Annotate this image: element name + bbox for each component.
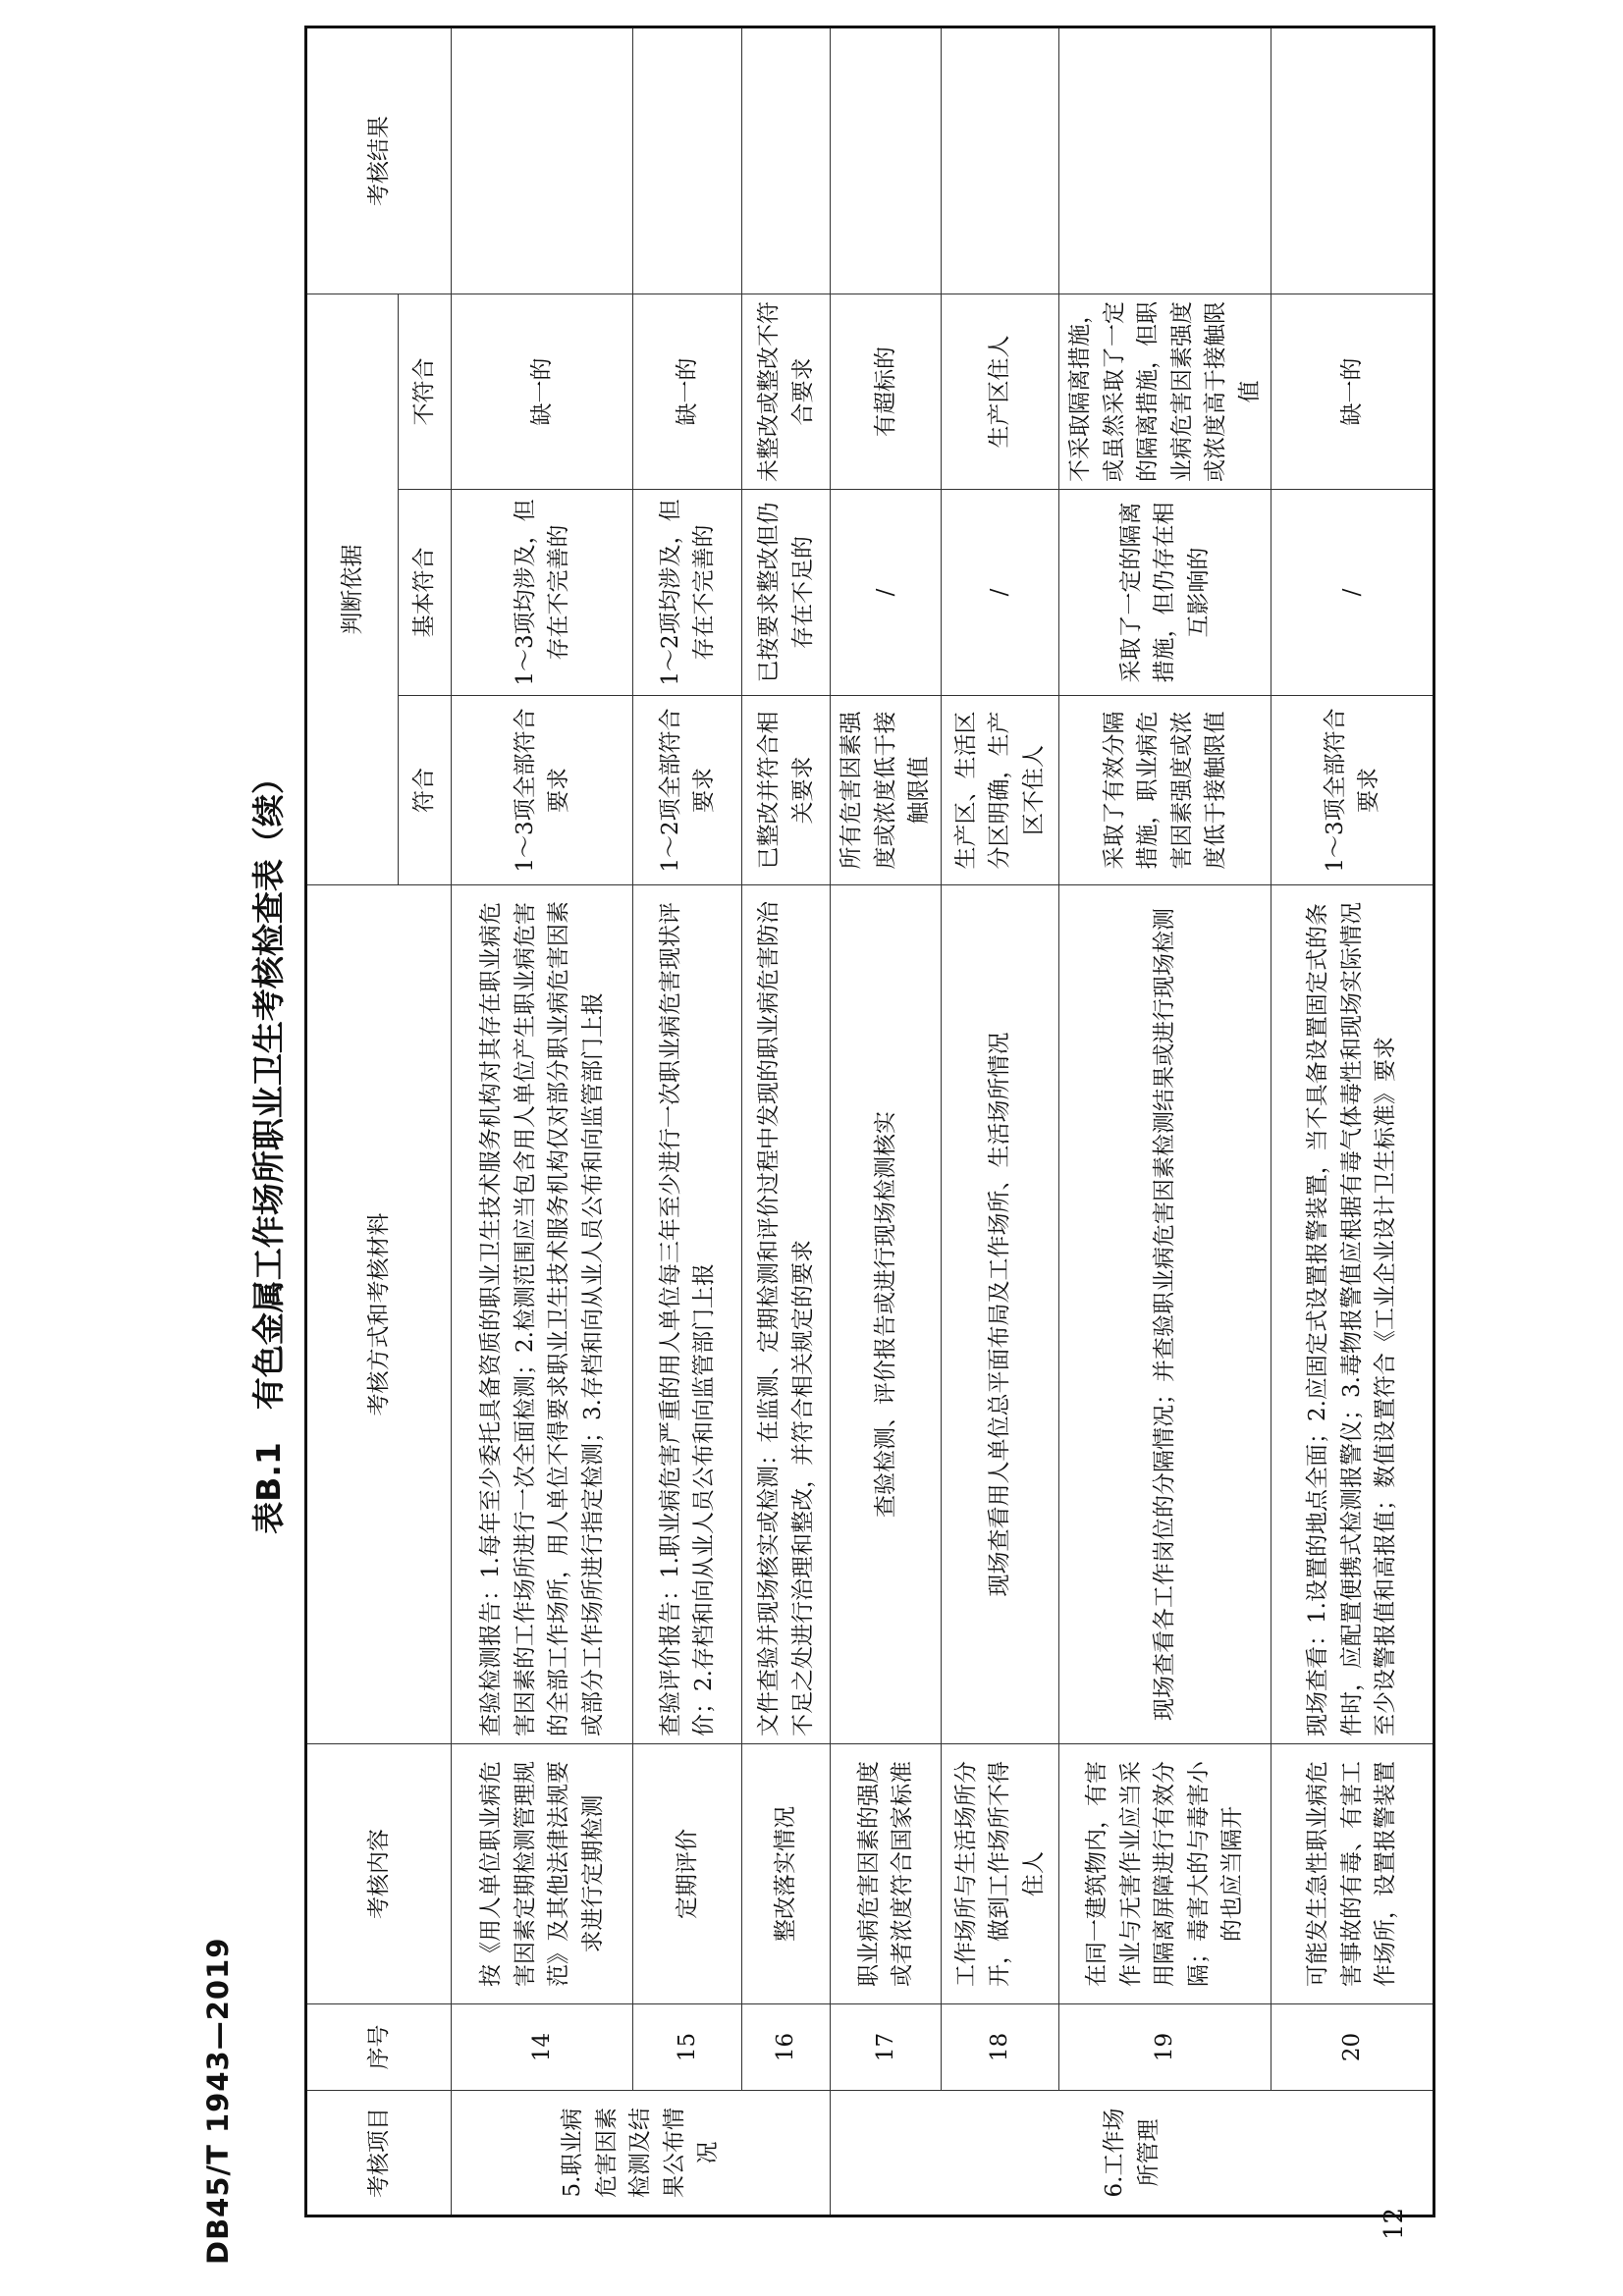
header-result: 考核结果 [306, 27, 452, 294]
header-content: 考核内容 [306, 1744, 452, 2004]
row-method: 文件查验并现场核实或检测：在监测、定期检测和评价过程中发现的职业病危害防治不足之处进行治理和整改，并符合相关规定的要求 [742, 885, 831, 1744]
header-basic: 基本符合 [399, 490, 452, 696]
row-num: 19 [1059, 2004, 1271, 2091]
page-number: 12 [1380, 2207, 1409, 2240]
row-result [1059, 27, 1271, 294]
row-num: 20 [1271, 2004, 1434, 2091]
table-title: 表B.1 有色金属工作场所职业卫生考核检查表（续） [249, 762, 288, 1534]
row-content: 在同一建筑物内，有害作业与无害作业应当采用隔离屏障进行有效分隔；毒害大的与毒害小的也应当隔开 [1059, 1744, 1271, 2004]
row-content: 职业病危害因素的强度或者浓度符合国家标准 [831, 1744, 942, 2004]
row-num: 18 [942, 2004, 1059, 2091]
row-method: 现场查看：1.设置的地点全面；2.应固定式设置报警装置，当不具备设置固定式的条件时，应配置便携式检测报警仪；3.毒物报警值应根据有毒气体毒性和现场实际情况至少设警报值和高报值；数值设置符合《工业企业设计卫生标准》要求 [1271, 885, 1434, 1744]
row-result [633, 27, 742, 294]
row-content: 工作场所与生活场所分开，做到工作场所不得住人 [942, 1744, 1059, 2004]
row-result [452, 27, 633, 294]
row-notmeet: 有超标的 [831, 294, 942, 489]
header-method: 考核方式和考核材料 [306, 885, 452, 1744]
row-notmeet: 缺一的 [633, 294, 742, 489]
row-method: 查验评价报告：1.职业病危害严重的用人单位每三年至少进行一次职业病危害现状评价；2.存档和向从业人员公布和向监管部门上报 [633, 885, 742, 1744]
document-code: DB45/T 1943—2019 [201, 1937, 235, 2265]
group-cell: 5.职业病危害因素检测及结果公布情况 [452, 2091, 831, 2216]
row-method: 查验检测报告：1.每年至少委托具备资质的职业卫生技术服务机构对其存在职业病危害因素的工作场所进行一次全面检测；2.检测范围应当包含用人单位产生职业病危害的全部工作场所，用人单位不得要求职业卫生技术服务机构仅对部分职业病危害因素或部分工作场所进行指定检测；3.存档和向从业人员公布和向监管部门上报 [452, 885, 633, 1744]
row-notmeet: 缺一的 [1271, 294, 1434, 489]
row-notmeet: 缺一的 [452, 294, 633, 489]
header-num: 序号 [306, 2004, 452, 2091]
header-meet: 符合 [399, 696, 452, 885]
header-basis: 判断依据 [306, 294, 399, 884]
row-notmeet: 生产区住人 [942, 294, 1059, 489]
row-method: 现场查看各工作岗位的分隔情况；并查验职业病危害因素检测结果或进行现场检测 [1059, 885, 1271, 1744]
row-meet: 生产区、生活区分区明确，生产区不住人 [942, 696, 1059, 885]
table-row [742, 27, 831, 2216]
header-item: 考核项目 [306, 2091, 452, 2216]
inspection-table [304, 26, 1435, 2217]
row-basic: 1～3项均涉及，但存在不完善的 [452, 490, 633, 696]
table-row [633, 27, 742, 2216]
row-meet: 1～3项全部符合要求 [452, 696, 633, 885]
row-num: 16 [742, 2004, 831, 2091]
row-result [742, 27, 831, 294]
row-basic: / [942, 490, 1059, 696]
row-notmeet: 未整改或整改不符合要求 [742, 294, 831, 489]
table-row [452, 27, 633, 2216]
row-content: 可能发生急性职业病危害事故的有毒、有害工作场所，设置报警装置 [1271, 1744, 1434, 2004]
group-cell: 6.工作场所管理 [831, 2091, 1434, 2216]
row-result [831, 27, 942, 294]
row-meet: 已整改并符合相关要求 [742, 696, 831, 885]
row-num: 14 [452, 2004, 633, 2091]
row-content: 定期评价 [633, 1744, 742, 2004]
row-result [1271, 27, 1434, 294]
row-num: 15 [633, 2004, 742, 2091]
table-row [831, 27, 942, 2216]
row-basic: 已按要求整改但仍存在不足的 [742, 490, 831, 696]
row-basic: 采取了一定的隔离措施，但仍存在相互影响的 [1059, 490, 1271, 696]
row-content: 按《用人单位职业病危害因素定期检测管理规范》及其他法律法规要求进行定期检测 [452, 1744, 633, 2004]
row-notmeet: 不采取隔离措施，或虽然采取了一定的隔离措施，但职业病危害因素强度或浓度高于接触限值 [1059, 294, 1271, 489]
row-method: 查验检测、评价报告或进行现场检测核实 [831, 885, 942, 1744]
table-row [1059, 27, 1271, 2216]
table-row [1271, 27, 1434, 2216]
row-basic: / [831, 490, 942, 696]
row-basic: / [1271, 490, 1434, 696]
row-method: 现场查看用人单位总平面布局及工作场所、生活场所情况 [942, 885, 1059, 1744]
row-meet: 1～2项全部符合要求 [633, 696, 742, 885]
row-content: 整改落实情况 [742, 1744, 831, 2004]
row-meet: 采取了有效分隔措施，职业病危害因素强度或浓度低于接触限值 [1059, 696, 1271, 885]
row-meet: 所有危害因素强度或浓度低于接触限值 [831, 696, 942, 885]
header-notmeet: 不符合 [399, 294, 452, 489]
row-num: 17 [831, 2004, 942, 2091]
row-result [942, 27, 1059, 294]
table-row [942, 27, 1059, 2216]
row-basic: 1～2项均涉及，但存在不完善的 [633, 490, 742, 696]
row-meet: 1～3项全部符合要求 [1271, 696, 1434, 885]
